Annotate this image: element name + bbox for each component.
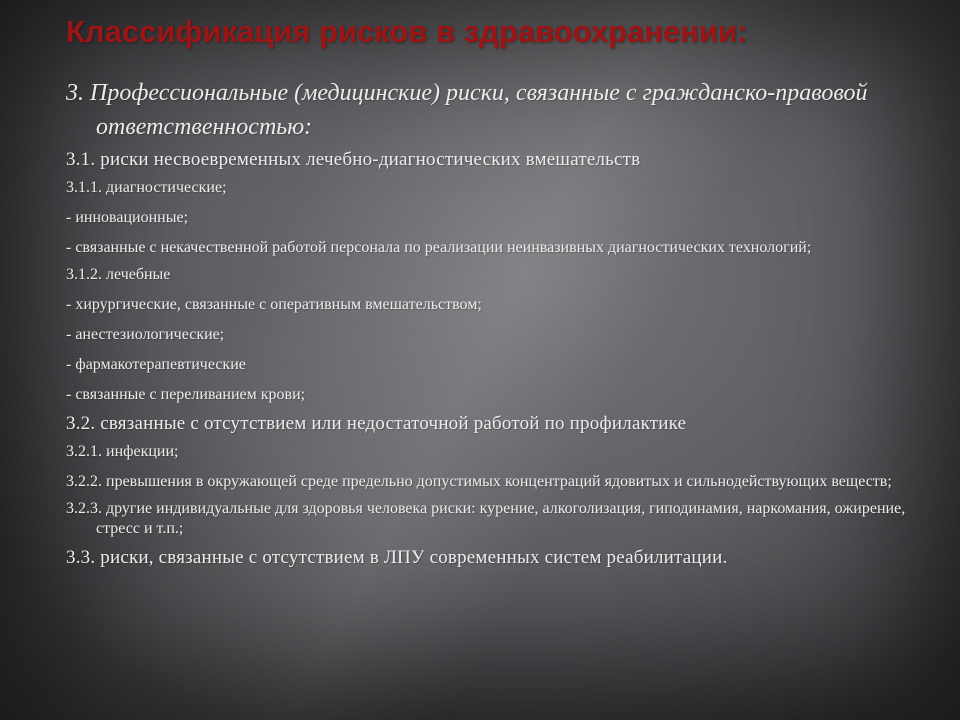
item-3-1-2: 3.1.2. лечебные bbox=[66, 266, 171, 283]
item-staff-quality: - связанные с некачественной работой персонала по реализации неинвазивных диагностических технологий; bbox=[66, 239, 812, 256]
section-heading: 3. Профессиональные (медицинские) риски, связанные с гражданско-правовой ответственностью: bbox=[66, 80, 868, 140]
item-3-2-1: 3.2.1. инфекции; bbox=[66, 443, 179, 460]
slide-title: Классификация рисков в здравоохранении: bbox=[66, 14, 748, 49]
item-3-1-1: 3.1.1. диагностические; bbox=[66, 179, 227, 196]
item-surgical: - хирургические, связанные с оперативным вмешательством; bbox=[66, 296, 482, 313]
item-anesthesiology: - анестезиологические; bbox=[66, 326, 225, 343]
item-3-2-2: 3.2.2. превышения в окружающей среде предельно допустимых концентраций ядовитых и сильнодействующих веществ; bbox=[66, 473, 892, 490]
item-innovative: - инновационные; bbox=[66, 209, 189, 226]
item-3-2: 3.2. связанные с отсутствием или недостаточной работой по профилактике bbox=[66, 413, 687, 434]
slide-content bbox=[66, 76, 906, 576]
item-pharmacotherapy: - фармакотерапевтические bbox=[66, 356, 246, 373]
item-3-3: 3.3. риски, связанные с отсутствием в ЛПУ современных систем реабилитации. bbox=[66, 547, 728, 568]
item-3-2-3: 3.2.3. другие индивидуальные для здоровья человека риски: курение, алкоголизация, гиподинамия, наркомания, ожирение, стресс и т.п.; bbox=[66, 500, 906, 537]
item-3-1: 3.1. риски несвоевременных лечебно-диагностических вмешательств bbox=[66, 149, 641, 170]
item-blood-transfusion: - связанные с переливанием крови; bbox=[66, 386, 306, 403]
